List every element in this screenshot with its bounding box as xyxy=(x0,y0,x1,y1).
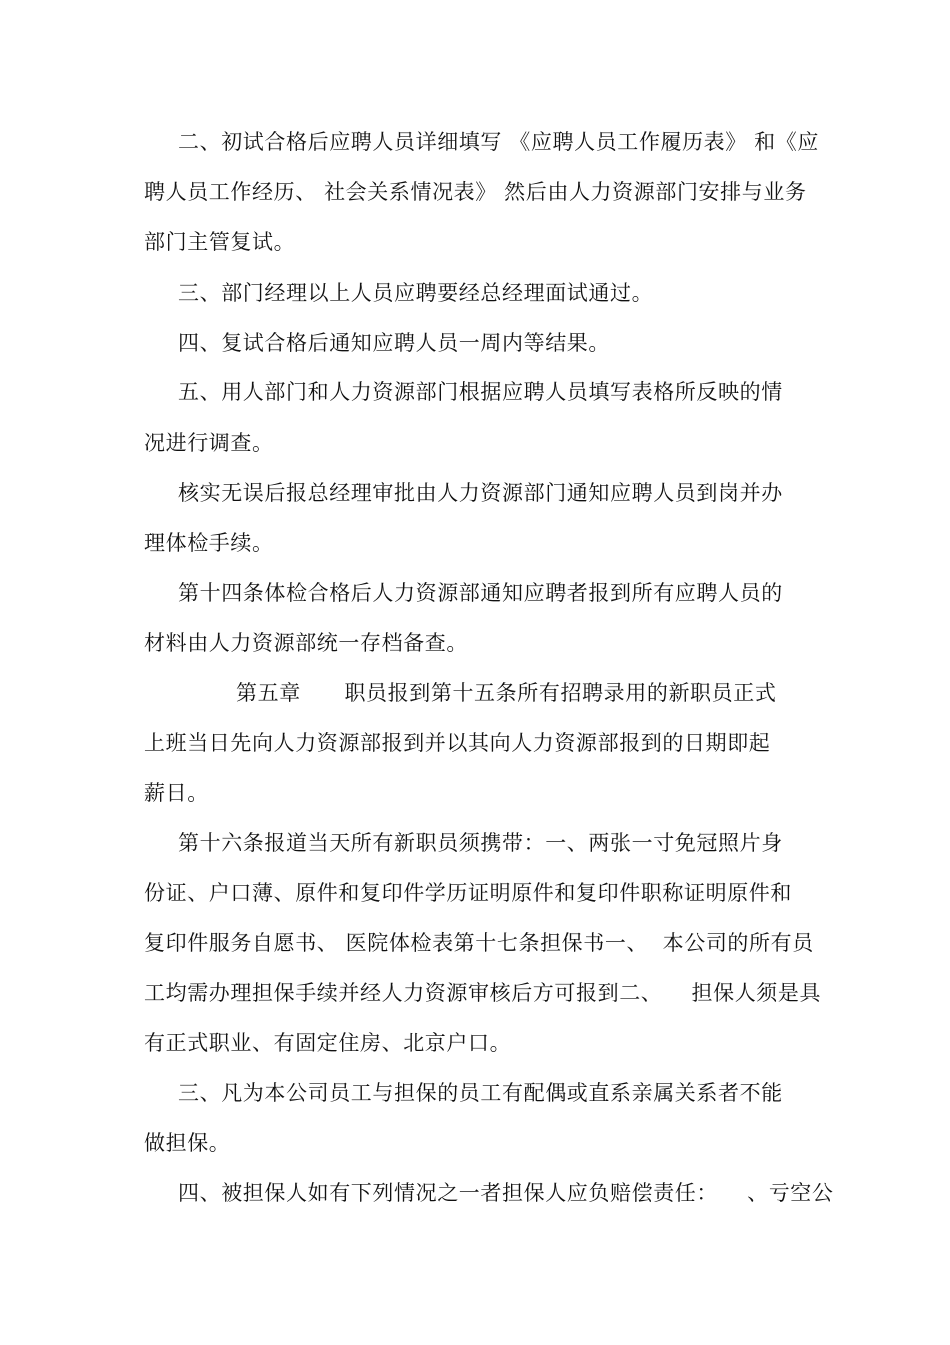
text-line: 聘人员工作经历、 社会关系情况表》 然后由人力资源部门安排与业务 xyxy=(144,180,807,204)
chapter-heading-line: 第五章 职员报到第十五条所有招聘录用的新职员正式 xyxy=(236,681,777,705)
text-line: 有正式职业、有固定住房、北京户口。 xyxy=(144,1031,512,1055)
text-line: 五、用人部门和人力资源部门根据应聘人员填写表格所反映的情 xyxy=(178,380,783,404)
text-line: 核实无误后报总经理审批由人力资源部门通知应聘人员到岗并办 xyxy=(178,481,783,505)
text-line: 复印件服务自愿书、 医院体检表第十七条担保书一、 本公司的所有员 xyxy=(144,931,814,955)
text-line: 况进行调查。 xyxy=(144,431,274,455)
text-line: 二、初试合格后应聘人员详细填写 《应聘人员工作履历表》 和《应 xyxy=(178,130,819,154)
text-line: 四、被担保人如有下列情况之一者担保人应负赔偿责任： 、亏空公 xyxy=(178,1181,834,1205)
text-line: 四、复试合格后通知应聘人员一周内等结果。 xyxy=(178,331,610,355)
text-line: 做担保。 xyxy=(144,1131,231,1155)
text-line: 上班当日先向人力资源部报到并以其向人力资源部报到的日期即起 xyxy=(144,731,771,755)
text-line: 材料由人力资源部统一存档备查。 xyxy=(144,631,468,655)
text-line: 三、凡为本公司员工与担保的员工有配偶或直系亲属关系者不能 xyxy=(178,1081,783,1105)
text-line: 薪日。 xyxy=(144,781,209,805)
text-line: 部门主管复试。 xyxy=(144,230,296,254)
text-line: 第十四条体检合格后人力资源部通知应聘者报到所有应聘人员的 xyxy=(178,581,783,605)
text-line: 第十六条报道当天所有新职员须携带：一、两张一寸免冠照片身 xyxy=(178,831,783,855)
text-line: 份证、户口薄、原件和复印件学历证明原件和复印件职称证明原件和 xyxy=(144,881,792,905)
text-line: 理体检手续。 xyxy=(144,531,274,555)
text-line: 三、部门经理以上人员应聘要经总经理面试通过。 xyxy=(178,281,654,305)
text-line: 工均需办理担保手续并经人力资源审核后方可报到二、 担保人须是具 xyxy=(144,981,822,1005)
